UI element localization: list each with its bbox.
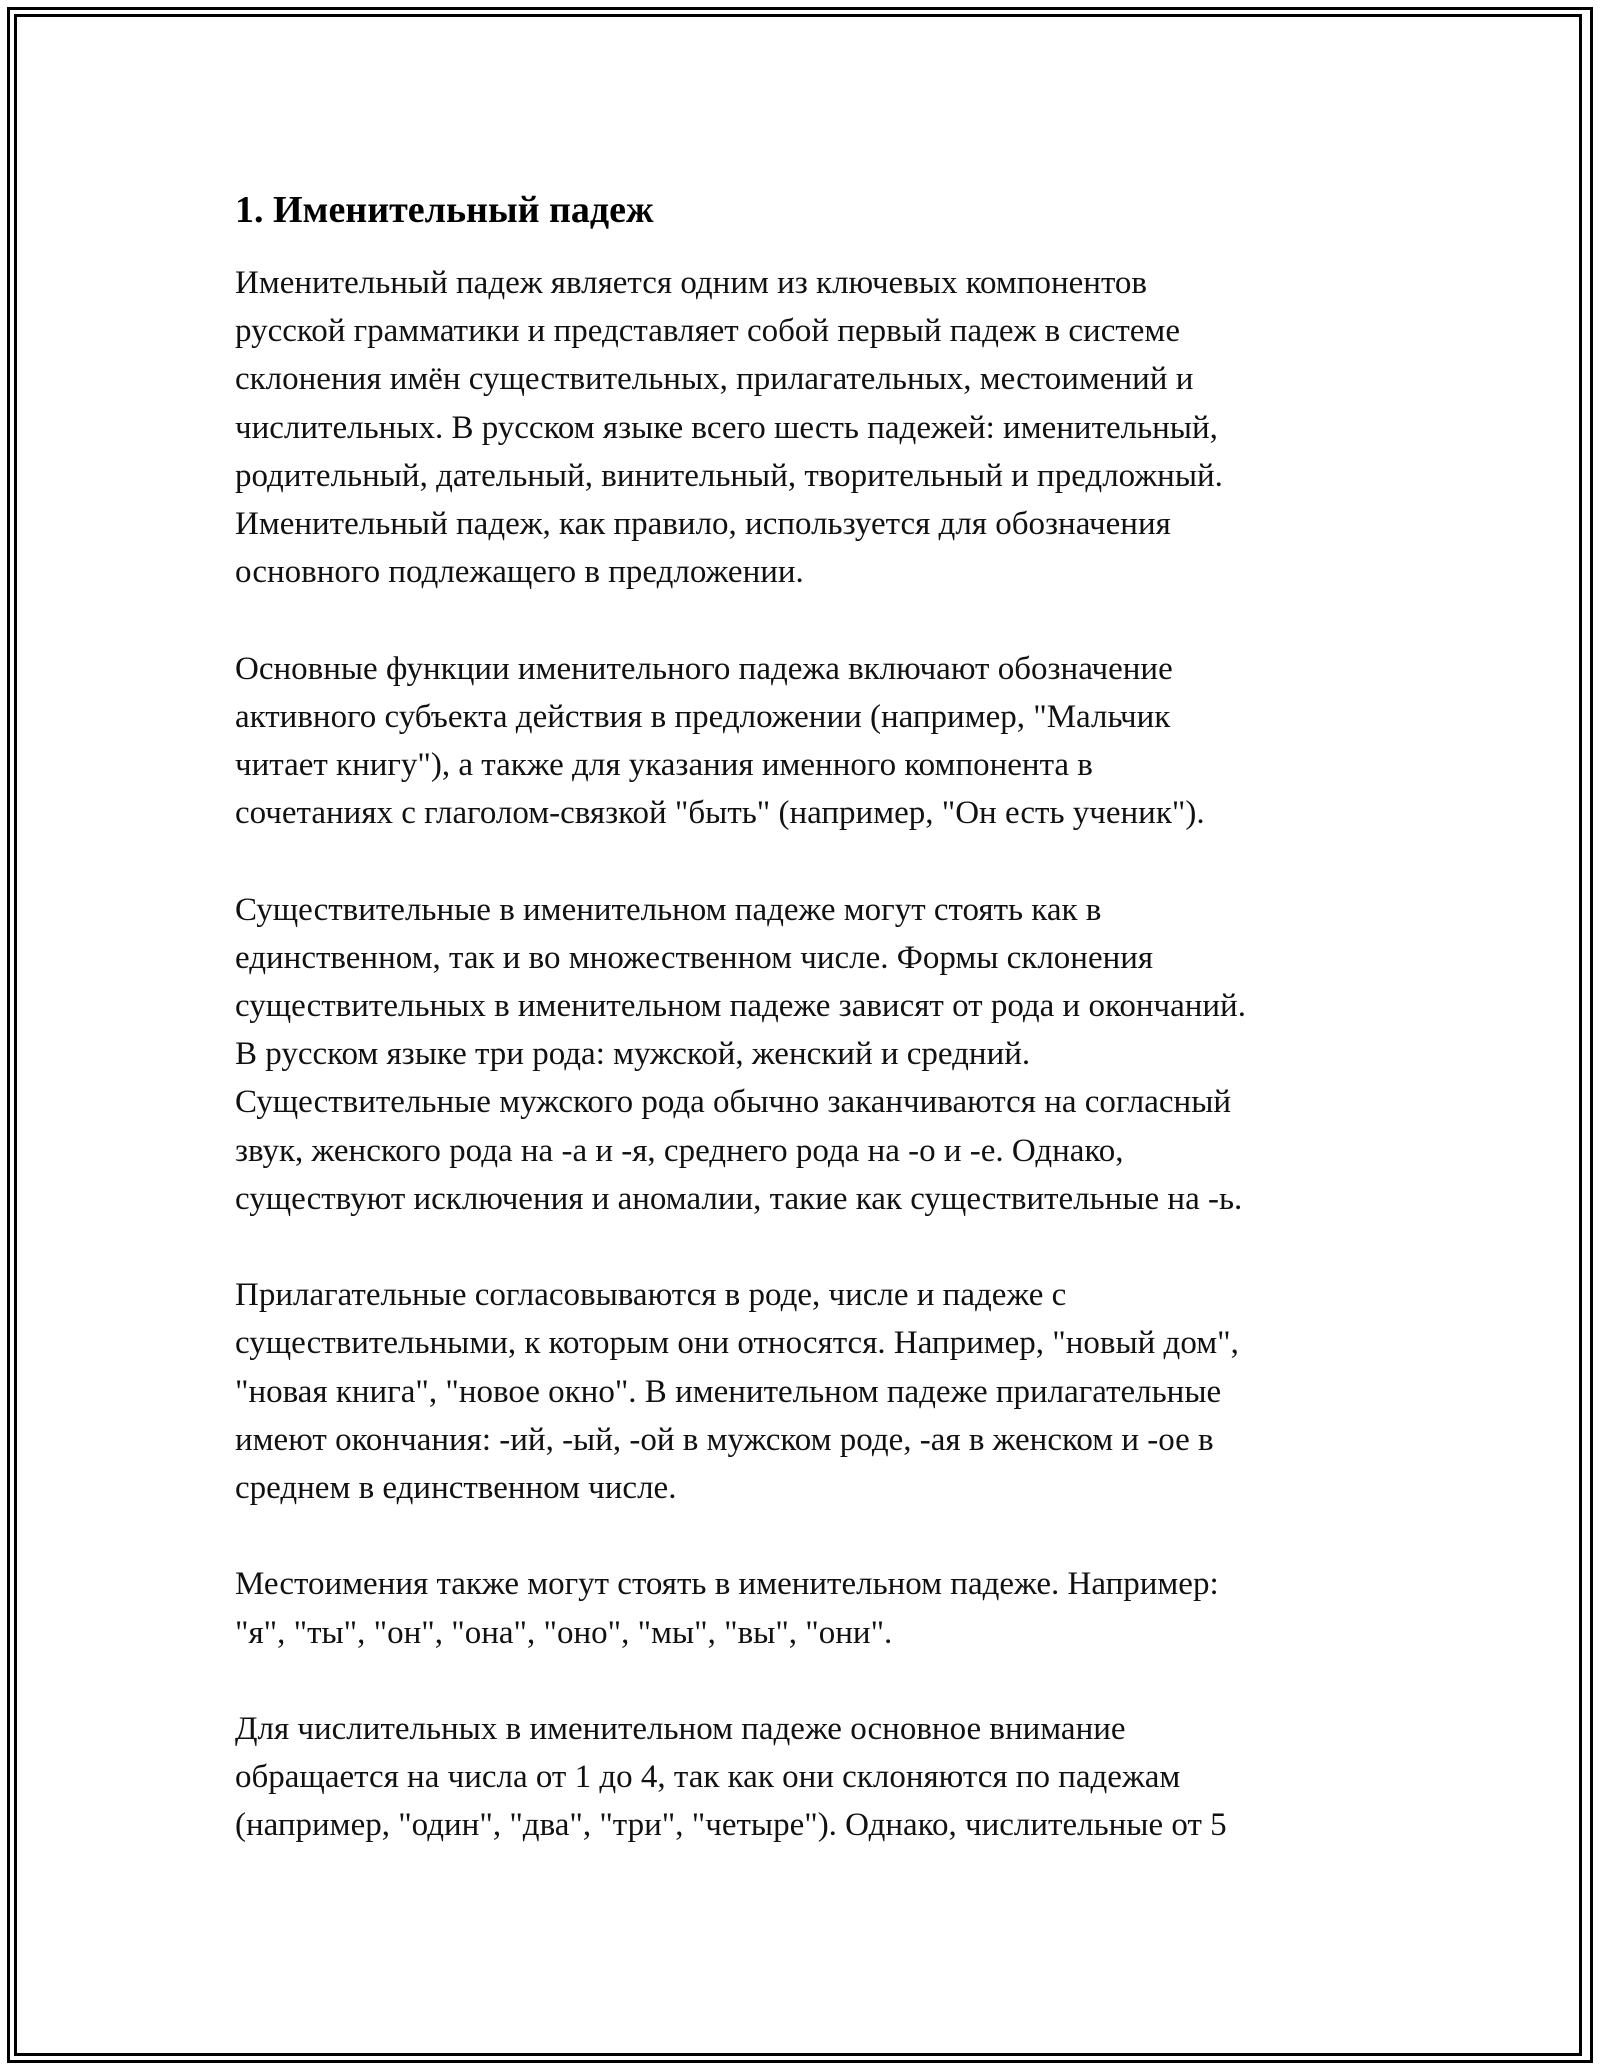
section-heading: 1. Именительный падеж xyxy=(235,189,654,231)
paragraph-numerals: Для числительных в именительном падеже основное внимание обращается на числа от 1 до 4, так как они склоняются по падежам (например, "один", "два", "три", "четыре"). Однако, числительные от 5 xyxy=(235,1711,1227,1844)
paragraph-adjectives: Прилагательные согласовываются в роде, числе и падеже с существительными, к которым они относятся. Например, "новый дом", "новая книга", "новое окно". В именительном падеже прилагательные имеют окончания: -ий, -ый, -ой в мужском роде, -ая в женском и -ое в среднем в единственном числе. xyxy=(235,1277,1239,1507)
document-body xyxy=(235,185,1385,1850)
paragraph-intro: Именительный падеж является одним из ключевых компонентов русской грамматики и представляет собой первый падеж в системе склонения имён существительных, прилагательных, местоимений и числительных. В русском языке всего шесть падежей: именительный, родительный, дательный, винительный, творительный и предложный. Именительный падеж, как правило, используется для обозначения основного подлежащего в предложении. xyxy=(235,265,1223,591)
paragraph-pronouns: Местоимения также могут стоять в именительном падеже. Например: "я", "ты", "он", "она", "оно", "мы", "вы", "они". xyxy=(235,1566,1219,1651)
paragraph-nouns: Существительные в именительном падеже могут стоять как в единственном, так и во множественном числе. Формы склонения существительных в именительном падеже зависят от рода и окончаний. В русском языке три рода: мужской, женский и средний. Существительные мужского рода обычно заканчиваются на согласный звук, женского рода на -а и -я, среднего рода на -о и -е. Однако, существуют исключения и аномалии, такие как существительные на -ь. xyxy=(235,891,1246,1217)
paragraph-functions: Основные функции именительного падежа включают обозначение активного субъекта действия в предложении (например, "Мальчик читает книгу"), а также для указания именного компонента в сочетаниях с глаголом-связкой "быть" (например, "Он есть ученик"). xyxy=(235,650,1205,832)
